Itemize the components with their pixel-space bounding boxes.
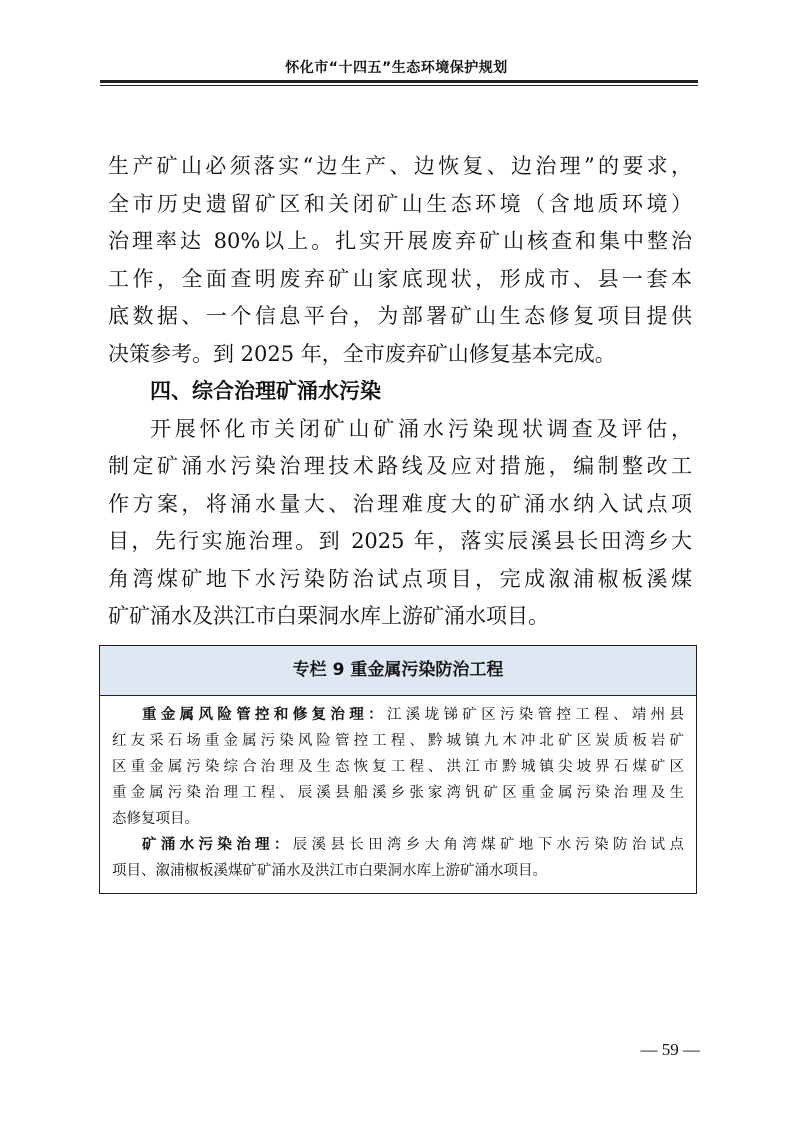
- box-item-line: [112, 832, 684, 858]
- box-item-line: 区重金属污染综合治理及生态恢复工程、洪江市黔城镇尖坡界石煤矿区: [112, 759, 684, 775]
- body-text: [108, 148, 692, 636]
- box-item-line: [112, 702, 684, 728]
- box-item-label: 重金属风险管控和修复治理：: [142, 707, 387, 723]
- paragraph-line: 决策参考。到 2025 年，全市废弃矿山修复基本完成。: [108, 341, 616, 366]
- feature-box: [99, 645, 697, 894]
- page-number: — 59 —: [640, 1040, 700, 1059]
- box-item-label: 矿涌水污染治理：: [142, 837, 293, 853]
- section-heading: 四、综合治理矿涌水污染: [150, 379, 381, 403]
- box-item-text: 江溪垅锑矿区污染管控工程、靖州县: [386, 707, 685, 723]
- feature-box-title: 专栏 9 重金属污染防治工程: [100, 646, 696, 696]
- paragraph-line: 作方案，将涌水量大、治理难度大的矿涌水纳入试点项: [108, 491, 692, 516]
- feature-box-body: [100, 696, 696, 884]
- header-rule-thin: [100, 85, 698, 86]
- paragraph-line: 生产矿山必须落实“边生产、边恢复、边治理”的要求，: [108, 154, 692, 178]
- paragraph-line: 开展怀化市关闭矿山矿涌水污染现状调查及评估，: [150, 416, 692, 441]
- box-item-line: 重金属污染治理工程、辰溪县船溪乡张家湾钒矿区重金属污染治理及生: [112, 785, 684, 801]
- paragraph-line: 全市历史遗留矿区和关闭矿山生态环境（含地质环境）: [108, 191, 692, 216]
- paragraph-line: 目，先行实施治理。到 2025 年，落实辰溪县长田湾乡大: [108, 529, 692, 553]
- box-item-text: 辰溪县长田湾乡大角湾煤矿地下水污染防治试点: [292, 837, 685, 853]
- paragraph-line: 底数据、一个信息平台，为部署矿山生态修复项目提供: [108, 304, 692, 328]
- box-item-line: 项目、溆浦椒板溪煤矿矿涌水及洪江市白栗洞水库上游矿涌水项目。: [112, 863, 547, 879]
- header-rule-thick: [100, 80, 698, 83]
- paragraph-line: 制定矿涌水污染治理技术路线及应对措施，编制整改工: [108, 454, 692, 478]
- paragraph-line: 角湾煤矿地下水污染防治试点项目，完成溆浦椒板溪煤: [108, 566, 692, 591]
- paragraph-line: 治理率达 80%以上。扎实开展废弃矿山核查和集中整治: [108, 229, 692, 253]
- paragraph-line: 工作，全面查明废弃矿山家底现状，形成市、县一套本: [108, 266, 692, 291]
- paragraph-line: 矿矿涌水及洪江市白栗洞水库上游矿涌水项目。: [108, 604, 549, 628]
- box-item-line: 态修复项目。: [112, 811, 199, 827]
- box-item-line: 红友采石场重金属污染风险管控工程、黔城镇九木冲北矿区炭质板岩矿: [112, 733, 684, 749]
- running-header: 怀化市“十四五”生态环境保护规划: [285, 60, 508, 76]
